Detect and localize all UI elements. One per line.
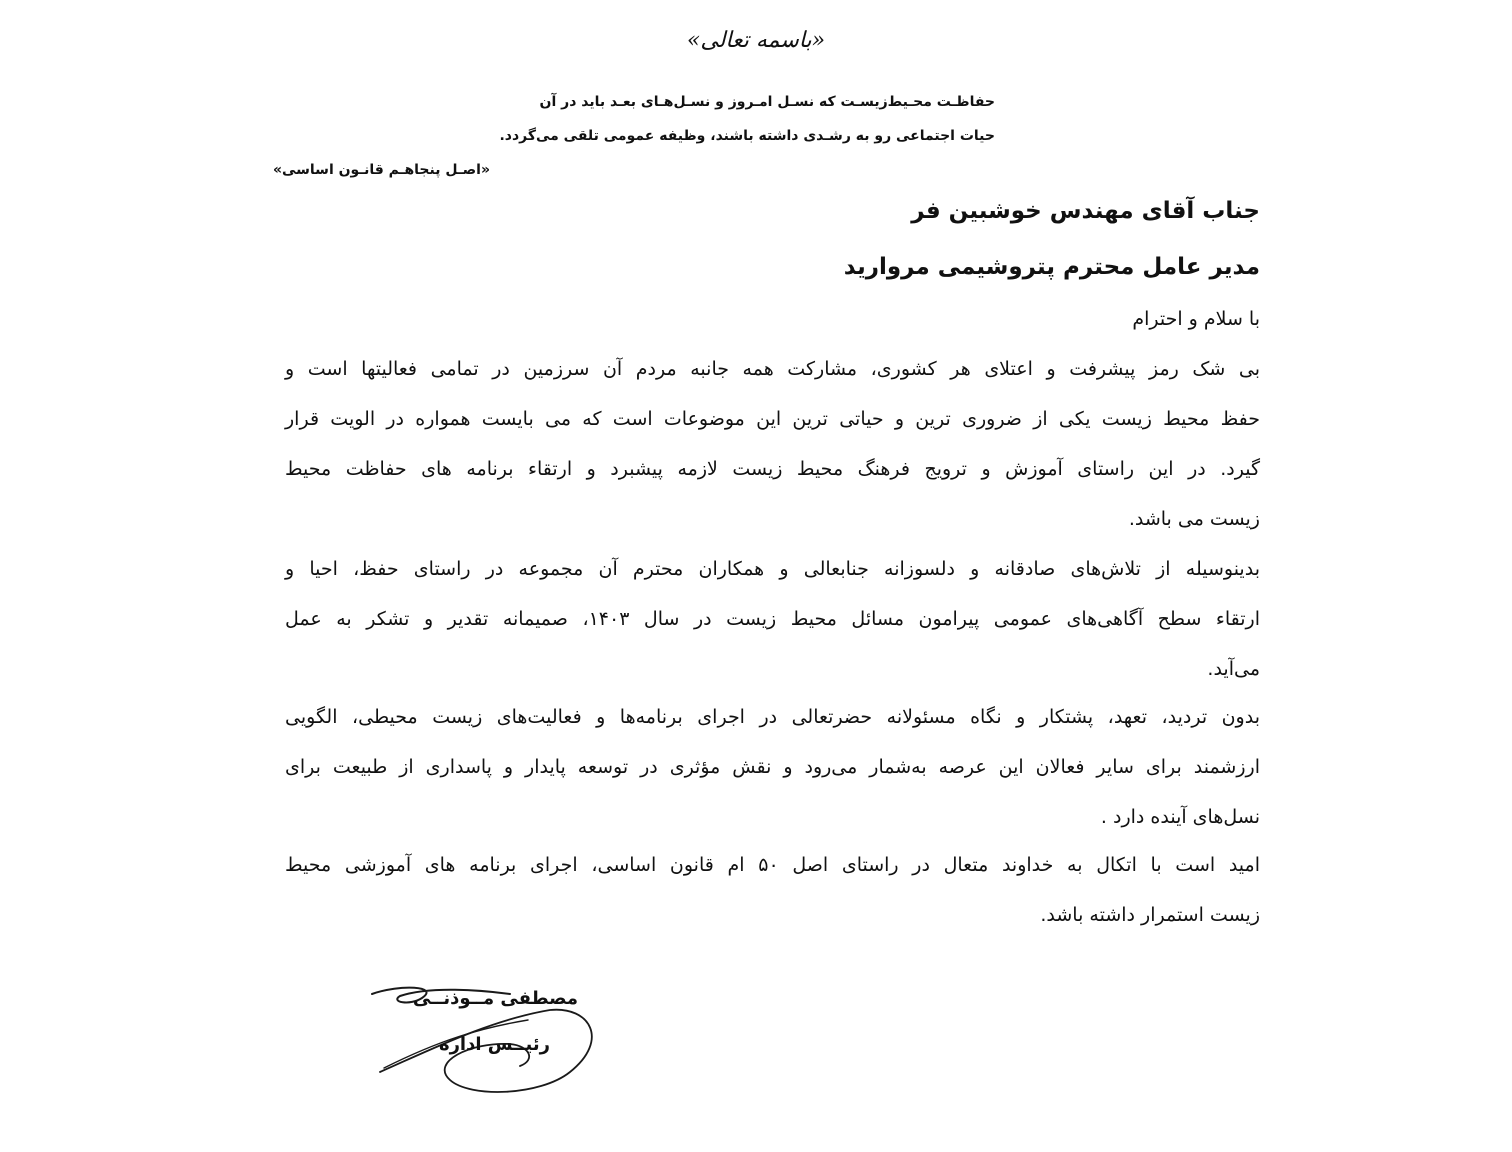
paragraph-4-line-2: زیست استمرار داشته باشد. [1040, 904, 1260, 926]
paragraph-3-line-2: ارزشمند برای سایر فعالان این عرصه به‌شمار می‌رود و نقش مؤثری در توسعه پایدار و پاسداری از طبیعت برای [285, 756, 1260, 778]
recipient-title: مدیر عامل محترم پتروشیمی مروارید [843, 254, 1260, 280]
paragraph-1-line-2: حفظ محیط زیست یکی از ضروری ترین و حیاتی ترین این موضوعات است که می بایست همواره در الویت قرار [285, 408, 1260, 430]
paragraph-2-line-1: بدینوسیله از تلاش‌های صادقانه و دلسوزانه جنابعالی و همکاران محترم آن مجموعه در راستای حفظ، احیا و [285, 558, 1260, 580]
paragraph-2-line-3: می‌آید. [1207, 658, 1260, 680]
paragraph-1-line-3: گیرد. در این راستای آموزش و ترویج فرهنگ محیط زیست لازمه پیشبرد و ارتقاء برنامه های حفاظت محیط [285, 458, 1260, 480]
paragraph-2-line-2: ارتقاء سطح آگاهی‌های عمومی پیرامون مسائل محیط زیست در سال ۱۴۰۳، صمیمانه تقدیر و تشکر به عمل [285, 608, 1261, 630]
epigraph-line-2: حیات اجتماعی رو به رشـدی داشته باشند، وظیفه عمومی تلقی می‌گردد. [499, 128, 995, 144]
epigraph-line-1: حفاظـت محـیط‌زیسـت که نسـل امـروز و نسـل‌هـای بعـد باید در آن [539, 94, 995, 110]
paragraph-1-line-1: بی شک رمز پیشرفت و اعتلای هر کشوری، مشارکت همه جانبه مردم آن سرزمین در تمامی فعالیتها است و [285, 358, 1260, 380]
recipient-name: جناب آقای مهندس خوشبین فر [911, 198, 1260, 224]
epigraph-source: «اصـل پنجاهـم قانـون اساسی» [272, 162, 490, 178]
greeting: با سلام و احترام [1132, 308, 1260, 330]
paragraph-1-line-4: زیست می باشد. [1128, 508, 1260, 530]
paragraph-3-line-3: نسل‌های آینده دارد . [1100, 806, 1260, 828]
signatory-name: مصطفی مــوذنــی [412, 988, 578, 1009]
signatory-title: رئیــس اداره [438, 1034, 550, 1055]
paragraph-3-line-1: بدون تردید، تعهد، پشتکار و نگاه مسئولانه حضرتعالی در اجرای برنامه‌ها و فعالیت‌های زیست محیطی، الگویی [285, 706, 1260, 728]
signature-block [360, 980, 600, 1090]
invocation-heading: «باسمه تعالی» [686, 28, 826, 53]
paragraph-4-line-1: امید است با اتکال به خداوند متعال در راستای اصل ۵۰ ام قانون اساسی، اجرای برنامه های آموزشی محیط [285, 854, 1260, 876]
